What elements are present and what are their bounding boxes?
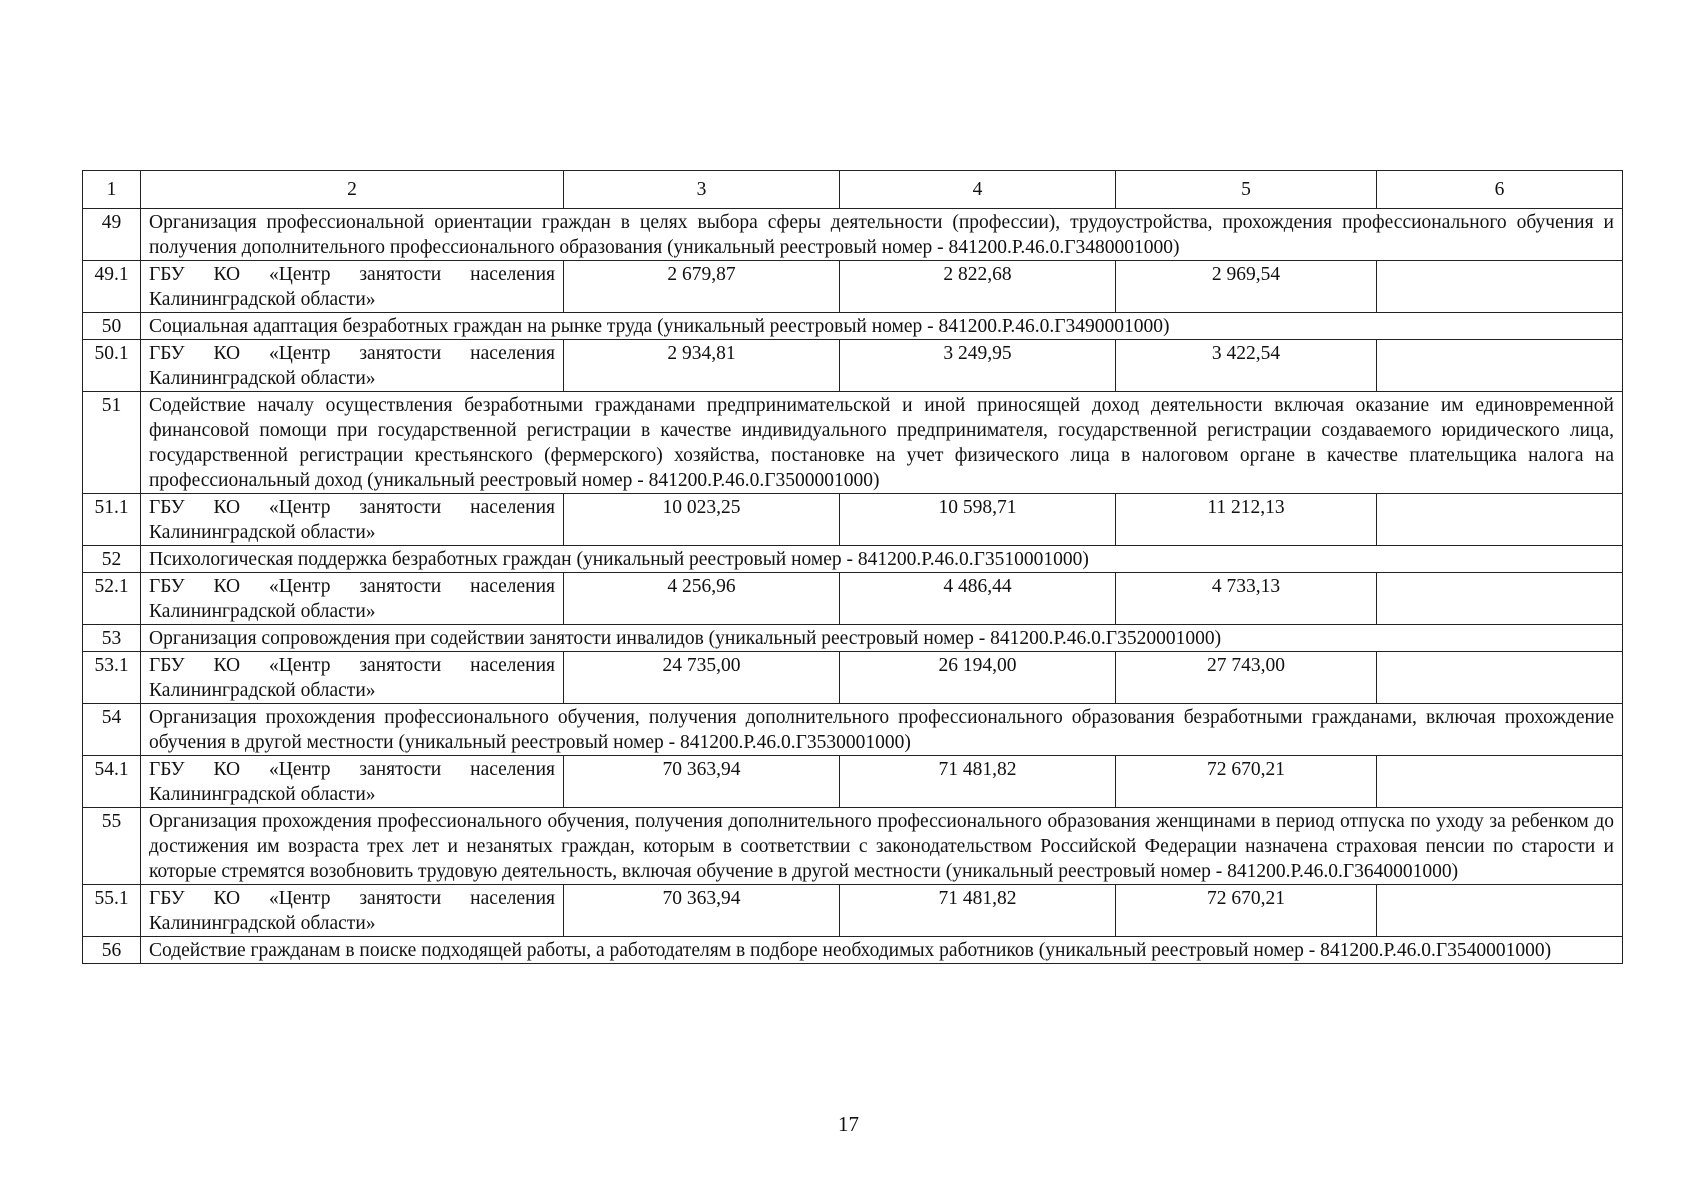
organization-name: ГБУ КО «Центр занятости населения Калининградской области» bbox=[141, 340, 564, 392]
value-col-4: 71 481,82 bbox=[840, 885, 1116, 937]
value-col-5: 27 743,00 bbox=[1116, 652, 1377, 704]
header-cell-4: 4 bbox=[840, 171, 1116, 209]
value-col-6 bbox=[1377, 652, 1623, 704]
service-description: Организация профессиональной ориентации граждан в целях выбора сферы деятельности (профессии), трудоустройства, прохождения профессионального обучения и получения дополнительного профессионального образования (уникальный реестровый номер - 841200.Р.46.0.Г3480001000) bbox=[141, 209, 1623, 261]
row-number: 56 bbox=[83, 937, 141, 964]
page-number: 17 bbox=[838, 1112, 859, 1136]
value-col-5: 2 969,54 bbox=[1116, 261, 1377, 313]
value-col-5: 11 212,13 bbox=[1116, 494, 1377, 546]
value-col-5: 3 422,54 bbox=[1116, 340, 1377, 392]
service-row bbox=[83, 704, 1623, 756]
value-col-5: 72 670,21 bbox=[1116, 885, 1377, 937]
organization-row bbox=[83, 885, 1623, 937]
service-description: Психологическая поддержка безработных граждан (уникальный реестровый номер - 841200.Р.46.0.Г3510001000) bbox=[141, 546, 1623, 573]
value-col-4: 26 194,00 bbox=[840, 652, 1116, 704]
value-col-4: 3 249,95 bbox=[840, 340, 1116, 392]
row-number: 53 bbox=[83, 625, 141, 652]
value-col-5: 4 733,13 bbox=[1116, 573, 1377, 625]
service-description: Организация прохождения профессионального обучения, получения дополнительного профессионального образования безработными гражданами, включая прохождение обучения в другой местности (уникальный реестровый номер - 841200.Р.46.0.Г3530001000) bbox=[141, 704, 1623, 756]
row-number: 55.1 bbox=[83, 885, 141, 937]
service-description: Организация прохождения профессионального обучения, получения дополнительного профессионального образования женщинами в период отпуска по уходу за ребенком до достижения им возраста трех лет и незанятых граждан, которым в соответствии с законодательством Российской Федерации назначена страховая пенсии по старости и которые стремятся возобновить трудовую деятельность, включая обучение в другой местности (уникальный реестровый номер - 841200.Р.46.0.Г3640001000) bbox=[141, 808, 1623, 885]
row-number: 52 bbox=[83, 546, 141, 573]
value-col-3: 4 256,96 bbox=[564, 573, 840, 625]
service-description: Организация сопровождения при содействии занятости инвалидов (уникальный реестровый номер - 841200.Р.46.0.Г3520001000) bbox=[141, 625, 1623, 652]
value-col-6 bbox=[1377, 494, 1623, 546]
organization-row bbox=[83, 652, 1623, 704]
value-col-6 bbox=[1377, 340, 1623, 392]
services-table bbox=[82, 170, 1623, 964]
value-col-6 bbox=[1377, 573, 1623, 625]
header-row bbox=[83, 171, 1623, 209]
value-col-4: 10 598,71 bbox=[840, 494, 1116, 546]
value-col-3: 2 934,81 bbox=[564, 340, 840, 392]
organization-name: ГБУ КО «Центр занятости населения Калининградской области» bbox=[141, 573, 564, 625]
service-row bbox=[83, 313, 1623, 340]
value-col-4: 71 481,82 bbox=[840, 756, 1116, 808]
header-cell-3: 3 bbox=[564, 171, 840, 209]
row-number: 54 bbox=[83, 704, 141, 756]
row-number: 53.1 bbox=[83, 652, 141, 704]
organization-name: ГБУ КО «Центр занятости населения Калининградской области» bbox=[141, 494, 564, 546]
value-col-6 bbox=[1377, 885, 1623, 937]
service-row bbox=[83, 625, 1623, 652]
row-number: 49.1 bbox=[83, 261, 141, 313]
value-col-3: 70 363,94 bbox=[564, 756, 840, 808]
value-col-3: 70 363,94 bbox=[564, 885, 840, 937]
table-body bbox=[83, 171, 1623, 964]
value-col-3: 10 023,25 bbox=[564, 494, 840, 546]
service-row bbox=[83, 937, 1623, 964]
value-col-4: 4 486,44 bbox=[840, 573, 1116, 625]
header-cell-6: 6 bbox=[1377, 171, 1623, 209]
service-description: Содействие гражданам в поиске подходящей работы, а работодателям в подборе необходимых работников (уникальный реестровый номер - 841200.Р.46.0.Г3540001000) bbox=[141, 937, 1623, 964]
organization-name: ГБУ КО «Центр занятости населения Калининградской области» bbox=[141, 261, 564, 313]
organization-row bbox=[83, 340, 1623, 392]
header-cell-1: 1 bbox=[83, 171, 141, 209]
organization-row bbox=[83, 756, 1623, 808]
service-row bbox=[83, 808, 1623, 885]
organization-name: ГБУ КО «Центр занятости населения Калининградской области» bbox=[141, 885, 564, 937]
organization-row bbox=[83, 573, 1623, 625]
row-number: 50.1 bbox=[83, 340, 141, 392]
row-number: 49 bbox=[83, 209, 141, 261]
service-description: Содействие началу осуществления безработными гражданами предпринимательской и иной приносящей доход деятельности включая оказание им единовременной финансовой помощи при государственной регистрации в качестве индивидуального предпринимателя, государственной регистрации создаваемого юридического лица, государственной регистрации крестьянского (фермерского) хозяйства, постановке на учет физического лица в налоговом органе в качестве плательщика налога на профессиональный доход (уникальный реестровый номер - 841200.Р.46.0.Г3500001000) bbox=[141, 392, 1623, 494]
row-number: 50 bbox=[83, 313, 141, 340]
value-col-5: 72 670,21 bbox=[1116, 756, 1377, 808]
value-col-4: 2 822,68 bbox=[840, 261, 1116, 313]
value-col-3: 2 679,87 bbox=[564, 261, 840, 313]
organization-row bbox=[83, 261, 1623, 313]
row-number: 55 bbox=[83, 808, 141, 885]
service-row bbox=[83, 392, 1623, 494]
service-row bbox=[83, 209, 1623, 261]
header-cell-2: 2 bbox=[141, 171, 564, 209]
value-col-6 bbox=[1377, 756, 1623, 808]
row-number: 51.1 bbox=[83, 494, 141, 546]
organization-name: ГБУ КО «Центр занятости населения Калининградской области» bbox=[141, 756, 564, 808]
row-number: 51 bbox=[83, 392, 141, 494]
service-description: Социальная адаптация безработных граждан на рынке труда (уникальный реестровый номер - 841200.Р.46.0.Г3490001000) bbox=[141, 313, 1623, 340]
value-col-6 bbox=[1377, 261, 1623, 313]
value-col-3: 24 735,00 bbox=[564, 652, 840, 704]
header-cell-5: 5 bbox=[1116, 171, 1377, 209]
service-row bbox=[83, 546, 1623, 573]
row-number: 54.1 bbox=[83, 756, 141, 808]
row-number: 52.1 bbox=[83, 573, 141, 625]
organization-row bbox=[83, 494, 1623, 546]
organization-name: ГБУ КО «Центр занятости населения Калининградской области» bbox=[141, 652, 564, 704]
